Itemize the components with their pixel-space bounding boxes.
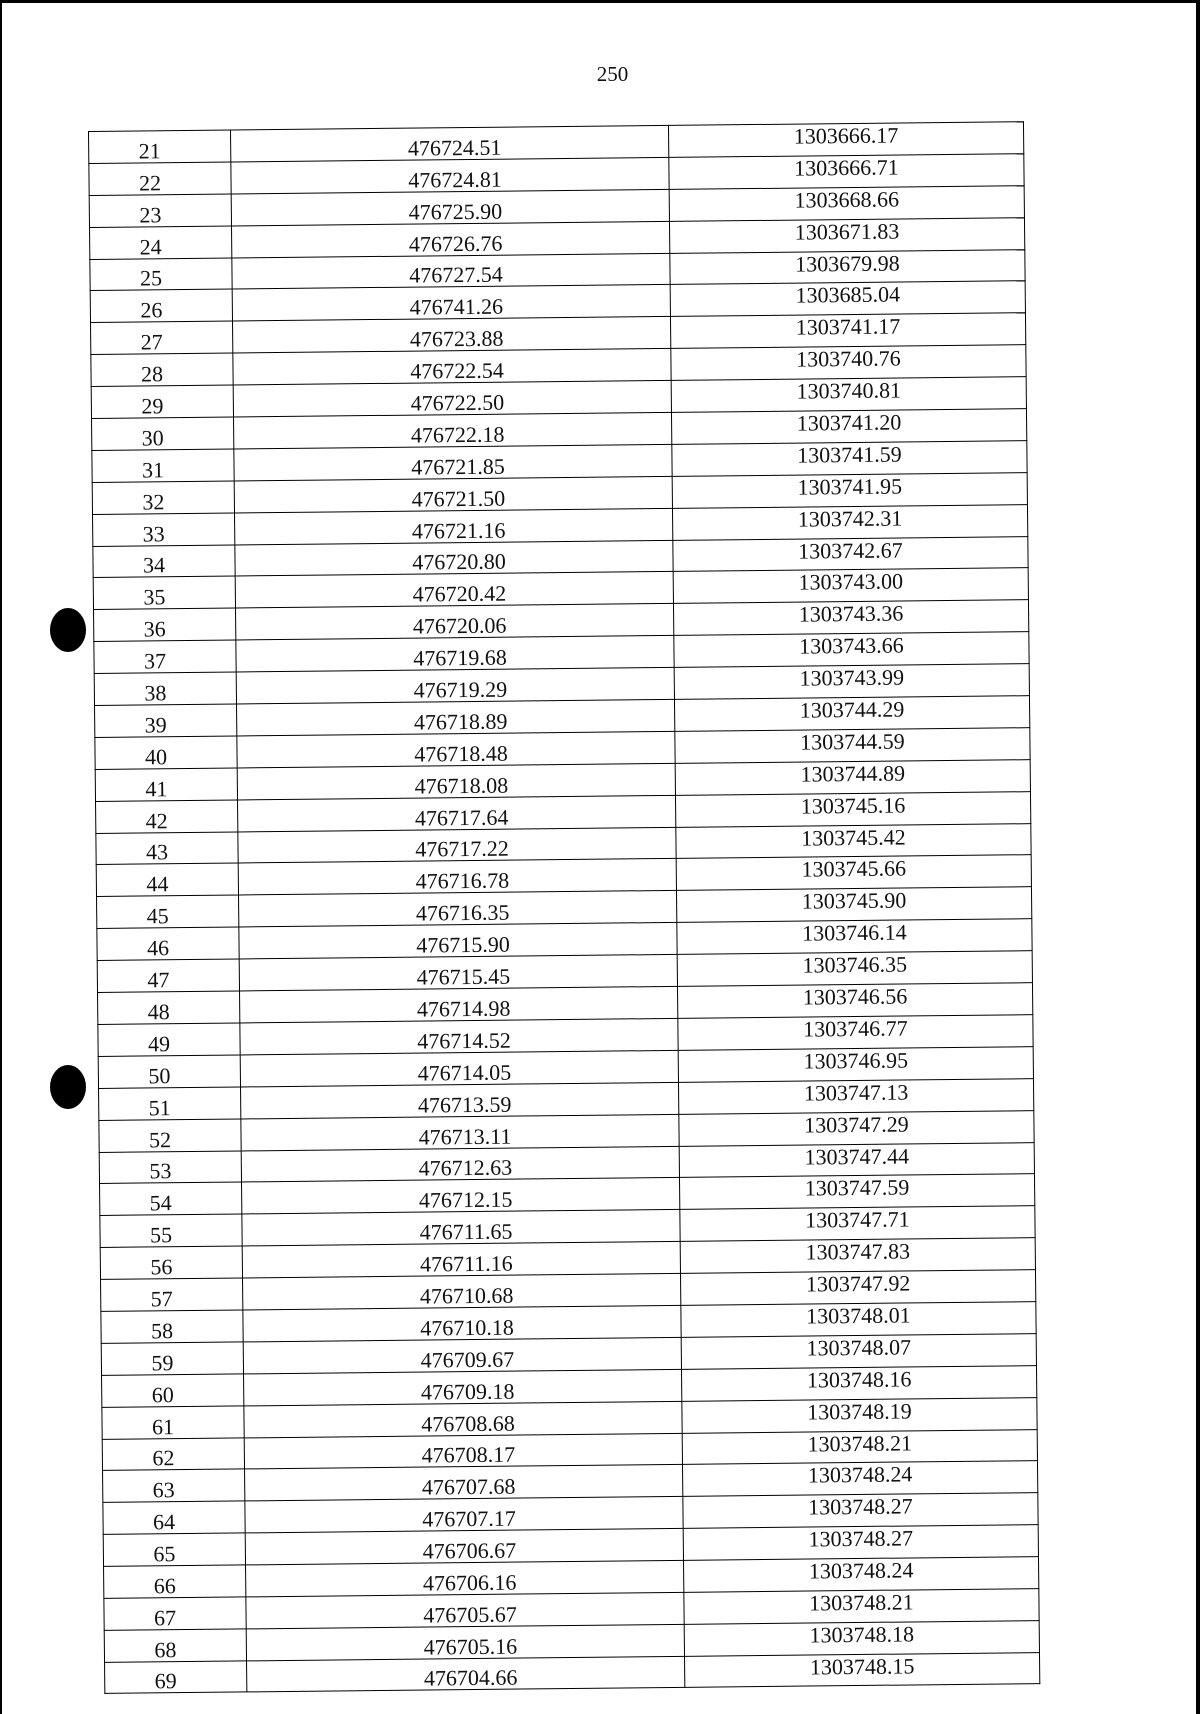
x-coordinate-cell: 476721.50 — [234, 476, 672, 512]
point-number-cell: 23 — [89, 194, 231, 227]
point-number-cell: 49 — [98, 1023, 240, 1056]
y-coordinate-cell: 1303747.44 — [679, 1142, 1034, 1178]
point-number-cell: 36 — [94, 608, 236, 641]
page-number: 250 — [596, 62, 629, 86]
x-coordinate-cell: 476722.50 — [233, 381, 671, 417]
x-coordinate-cell: 476714.52 — [240, 1018, 678, 1054]
point-number-cell: 35 — [93, 576, 235, 609]
x-coordinate-cell: 476713.59 — [241, 1082, 679, 1118]
y-coordinate-cell: 1303740.81 — [671, 377, 1026, 413]
coordinates-table-body — [89, 122, 1040, 1693]
y-coordinate-cell: 1303745.42 — [676, 823, 1031, 859]
point-number-cell: 54 — [100, 1182, 242, 1215]
point-number-cell: 47 — [97, 959, 239, 992]
point-number-cell: 39 — [95, 704, 237, 737]
point-number-cell: 43 — [96, 832, 238, 865]
y-coordinate-cell: 1303745.90 — [676, 887, 1031, 923]
y-coordinate-cell: 1303685.04 — [670, 281, 1025, 317]
y-coordinate-cell: 1303742.31 — [672, 504, 1027, 540]
x-coordinate-cell: 476712.15 — [242, 1178, 680, 1214]
point-number-cell: 31 — [92, 449, 234, 482]
x-coordinate-cell: 476718.48 — [237, 731, 675, 767]
point-number-cell: 32 — [92, 481, 234, 514]
y-coordinate-cell: 1303744.59 — [675, 728, 1030, 764]
x-coordinate-cell: 476710.18 — [243, 1305, 681, 1341]
y-coordinate-cell: 1303748.27 — [683, 1493, 1038, 1529]
x-coordinate-cell: 476711.65 — [242, 1210, 680, 1246]
y-coordinate-cell: 1303748.21 — [684, 1589, 1039, 1625]
y-coordinate-cell: 1303745.16 — [675, 791, 1030, 827]
x-coordinate-cell: 476721.85 — [234, 444, 672, 480]
point-number-cell: 68 — [104, 1629, 246, 1662]
x-coordinate-cell: 476716.35 — [239, 891, 677, 927]
y-coordinate-cell: 1303743.66 — [674, 632, 1029, 668]
y-coordinate-cell: 1303668.66 — [669, 185, 1024, 221]
point-number-cell: 21 — [89, 130, 231, 163]
x-coordinate-cell: 476708.17 — [244, 1433, 682, 1469]
point-number-cell: 40 — [95, 736, 237, 769]
x-coordinate-cell: 476719.68 — [236, 636, 674, 672]
y-coordinate-cell: 1303746.14 — [677, 919, 1032, 955]
point-number-cell: 62 — [102, 1437, 244, 1470]
y-coordinate-cell: 1303666.17 — [668, 122, 1023, 158]
y-coordinate-cell: 1303747.83 — [680, 1238, 1035, 1274]
y-coordinate-cell: 1303747.13 — [678, 1078, 1033, 1114]
y-coordinate-cell: 1303671.83 — [669, 217, 1024, 253]
x-coordinate-cell: 476717.22 — [238, 827, 676, 863]
y-coordinate-cell: 1303741.20 — [671, 409, 1026, 445]
x-coordinate-cell: 476715.45 — [239, 955, 677, 991]
y-coordinate-cell: 1303741.59 — [672, 441, 1027, 477]
y-coordinate-cell: 1303748.18 — [684, 1620, 1039, 1656]
y-coordinate-cell: 1303746.56 — [677, 983, 1032, 1019]
x-coordinate-cell: 476721.16 — [235, 508, 673, 544]
scan-border-left — [0, 0, 2, 1714]
point-number-cell: 26 — [90, 289, 232, 322]
point-number-cell: 38 — [94, 672, 236, 705]
point-number-cell: 59 — [101, 1342, 243, 1375]
x-coordinate-cell: 476713.11 — [241, 1114, 679, 1150]
y-coordinate-cell: 1303748.24 — [682, 1461, 1037, 1497]
x-coordinate-cell: 476714.98 — [240, 986, 678, 1022]
y-coordinate-cell: 1303745.66 — [676, 855, 1031, 891]
point-number-cell: 66 — [104, 1565, 246, 1598]
x-coordinate-cell: 476720.42 — [235, 572, 673, 608]
point-number-cell: 57 — [101, 1278, 243, 1311]
x-coordinate-cell: 476726.76 — [231, 221, 669, 257]
y-coordinate-cell: 1303744.29 — [674, 696, 1029, 732]
y-coordinate-cell: 1303666.71 — [669, 154, 1024, 190]
x-coordinate-cell: 476723.88 — [233, 317, 671, 353]
y-coordinate-cell: 1303741.95 — [672, 472, 1027, 508]
y-coordinate-cell: 1303748.19 — [682, 1397, 1037, 1433]
y-coordinate-cell: 1303740.76 — [671, 345, 1026, 381]
point-number-cell: 56 — [100, 1246, 242, 1279]
point-number-cell: 63 — [103, 1469, 245, 1502]
point-number-cell: 67 — [104, 1597, 246, 1630]
x-coordinate-cell: 476715.90 — [239, 923, 677, 959]
point-number-cell: 50 — [98, 1055, 240, 1088]
x-coordinate-cell: 476717.64 — [238, 795, 676, 831]
point-number-cell: 69 — [105, 1661, 247, 1693]
y-coordinate-cell: 1303748.27 — [683, 1525, 1038, 1561]
y-coordinate-cell: 1303748.01 — [681, 1302, 1036, 1338]
punch-hole-upper — [50, 608, 86, 652]
coordinates-table-wrapper — [88, 121, 1039, 1693]
y-coordinate-cell: 1303743.00 — [673, 568, 1028, 604]
x-coordinate-cell: 476724.81 — [231, 157, 669, 193]
point-number-cell: 28 — [91, 353, 233, 386]
x-coordinate-cell: 476720.80 — [235, 540, 673, 576]
y-coordinate-cell: 1303746.35 — [677, 951, 1032, 987]
scan-border-top — [0, 0, 1200, 3]
y-coordinate-cell: 1303746.95 — [678, 1046, 1033, 1082]
x-coordinate-cell: 476719.29 — [236, 668, 674, 704]
point-number-cell: 53 — [99, 1150, 241, 1183]
y-coordinate-cell: 1303748.15 — [685, 1652, 1040, 1687]
point-number-cell: 51 — [99, 1087, 241, 1120]
y-coordinate-cell: 1303679.98 — [670, 249, 1025, 285]
scan-border-right — [1196, 0, 1200, 1714]
x-coordinate-cell: 476706.16 — [246, 1560, 684, 1596]
point-number-cell: 29 — [91, 385, 233, 418]
x-coordinate-cell: 476722.18 — [234, 412, 672, 448]
x-coordinate-cell: 476705.16 — [246, 1624, 684, 1660]
point-number-cell: 22 — [89, 162, 231, 195]
point-number-cell: 30 — [92, 417, 234, 450]
x-coordinate-cell: 476714.05 — [240, 1050, 678, 1086]
point-number-cell: 55 — [100, 1214, 242, 1247]
point-number-cell: 24 — [90, 226, 232, 259]
x-coordinate-cell: 476718.89 — [237, 699, 675, 735]
x-coordinate-cell: 476708.68 — [244, 1401, 682, 1437]
point-number-cell: 27 — [91, 321, 233, 354]
punch-hole-lower — [50, 1065, 86, 1109]
x-coordinate-cell: 476716.78 — [238, 859, 676, 895]
point-number-cell: 58 — [101, 1310, 243, 1343]
point-number-cell: 37 — [94, 640, 236, 673]
x-coordinate-cell: 476725.90 — [231, 189, 669, 225]
y-coordinate-cell: 1303748.16 — [681, 1365, 1036, 1401]
point-number-cell: 48 — [98, 991, 240, 1024]
x-coordinate-cell: 476711.16 — [242, 1242, 680, 1278]
y-coordinate-cell: 1303742.67 — [673, 536, 1028, 572]
x-coordinate-cell: 476712.63 — [241, 1146, 679, 1182]
y-coordinate-cell: 1303748.24 — [684, 1557, 1039, 1593]
point-number-cell: 25 — [90, 258, 232, 291]
x-coordinate-cell: 476718.08 — [237, 763, 675, 799]
x-coordinate-cell: 476727.54 — [232, 253, 670, 289]
x-coordinate-cell: 476720.06 — [236, 604, 674, 640]
point-number-cell: 64 — [103, 1501, 245, 1534]
point-number-cell: 41 — [95, 768, 237, 801]
point-number-cell: 60 — [102, 1374, 244, 1407]
point-number-cell: 33 — [93, 513, 235, 546]
y-coordinate-cell: 1303741.17 — [670, 313, 1025, 349]
x-coordinate-cell: 476724.51 — [230, 125, 668, 161]
y-coordinate-cell: 1303748.21 — [682, 1429, 1037, 1465]
x-coordinate-cell: 476706.67 — [245, 1529, 683, 1565]
y-coordinate-cell: 1303747.59 — [679, 1174, 1034, 1210]
x-coordinate-cell: 476705.67 — [246, 1592, 684, 1628]
y-coordinate-cell: 1303747.92 — [680, 1270, 1035, 1306]
y-coordinate-cell: 1303746.77 — [678, 1015, 1033, 1051]
x-coordinate-cell: 476704.66 — [247, 1656, 685, 1692]
point-number-cell: 42 — [96, 800, 238, 833]
point-number-cell: 44 — [96, 863, 238, 896]
x-coordinate-cell: 476709.18 — [244, 1369, 682, 1405]
y-coordinate-cell: 1303747.71 — [680, 1206, 1035, 1242]
x-coordinate-cell: 476722.54 — [233, 349, 671, 385]
x-coordinate-cell: 476707.17 — [245, 1497, 683, 1533]
y-coordinate-cell: 1303743.36 — [673, 600, 1028, 636]
point-number-cell: 45 — [97, 895, 239, 928]
coordinates-table — [88, 121, 1040, 1693]
x-coordinate-cell: 476707.68 — [245, 1465, 683, 1501]
point-number-cell: 34 — [93, 545, 235, 578]
x-coordinate-cell: 476709.67 — [243, 1337, 681, 1373]
point-number-cell: 65 — [103, 1533, 245, 1566]
y-coordinate-cell: 1303747.29 — [679, 1110, 1034, 1146]
x-coordinate-cell: 476710.68 — [243, 1273, 681, 1309]
point-number-cell: 52 — [99, 1119, 241, 1152]
y-coordinate-cell: 1303744.89 — [675, 759, 1030, 795]
x-coordinate-cell: 476741.26 — [232, 285, 670, 321]
point-number-cell: 61 — [102, 1406, 244, 1439]
y-coordinate-cell: 1303743.99 — [674, 664, 1029, 700]
y-coordinate-cell: 1303748.07 — [681, 1333, 1036, 1369]
point-number-cell: 46 — [97, 927, 239, 960]
